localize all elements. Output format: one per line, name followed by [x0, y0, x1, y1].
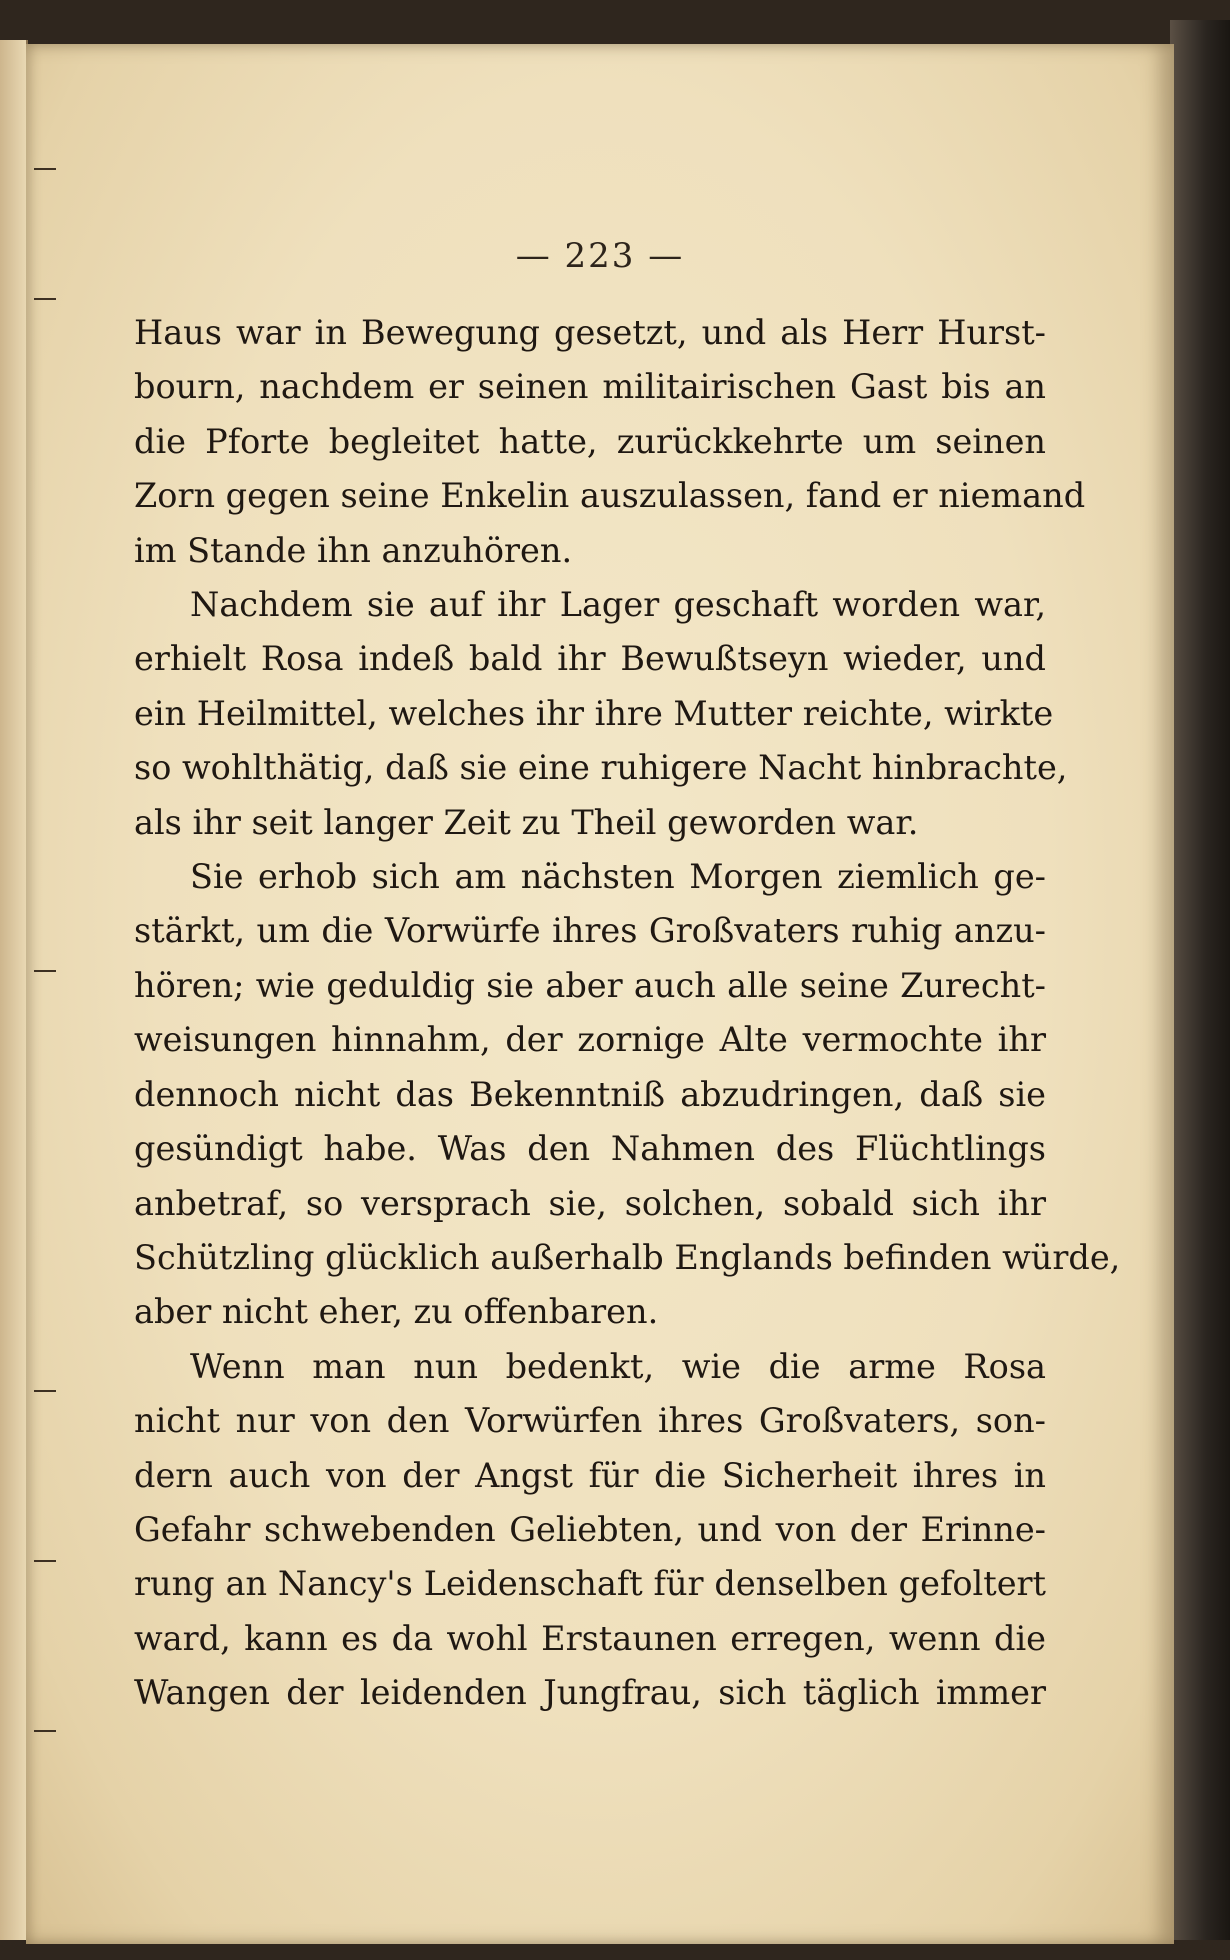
- margin-mark: [34, 298, 56, 300]
- text-line: anbetraf, so versprach sie, solchen, sobald sich ihr: [134, 1183, 1046, 1223]
- text-line: hören; wie geduldig sie aber auch alle seine Zurecht-: [134, 965, 1046, 1005]
- text-line: dennoch nicht das Bekenntniß abzudringen, daß sie: [134, 1074, 1046, 1114]
- text-line: im Stande ihn anzuhören.: [134, 530, 573, 570]
- text-line: gesündigt habe. Was den Nahmen des Flüchtlings: [134, 1129, 1046, 1169]
- text-line: aber nicht eher, zu offenbaren.: [134, 1292, 659, 1332]
- text-line: dern auch von der Angst für die Sicherheit ihres in: [134, 1455, 1046, 1495]
- margin-mark: [34, 1560, 56, 1562]
- text-line: stärkt, um die Vorwürfe ihres Großvaters ruhig anzu-: [134, 911, 1046, 951]
- text-line: die Pforte begleitet hatte, zurückkehrte um seinen: [134, 421, 1046, 461]
- text-line: Schützling glücklich außerhalb Englands befinden würde,: [134, 1237, 1121, 1277]
- text-line: erhielt Rosa indeß bald ihr Bewußtseyn wieder, und: [134, 639, 1046, 679]
- page-number-header: — 223 —: [515, 236, 685, 276]
- text-line: Zorn gegen seine Enkelin auszulassen, fand er niemand: [134, 476, 1086, 516]
- text-line: Gefahr schwebenden Geliebten, und von der Erinne-: [134, 1509, 1046, 1549]
- text-line: Wenn man nun bedenkt, wie die arme Rosa: [190, 1346, 1046, 1386]
- text-line: Wangen der leidenden Jungfrau, sich täglich immer: [134, 1673, 1046, 1713]
- text-line: so wohlthätig, daß sie eine ruhigere Nacht hinbrachte,: [134, 748, 1068, 788]
- text-line: ein Heilmittel, welches ihr ihre Mutter reichte, wirkte: [134, 693, 1054, 733]
- text-line: weisungen hinnahm, der zornige Alte vermochte ihr: [134, 1020, 1046, 1060]
- margin-mark: [34, 970, 56, 972]
- facing-page-edge: [0, 40, 28, 1940]
- text-line: ward, kann es da wohl Erstaunen erregen, wenn die: [134, 1618, 1046, 1658]
- body-text: [134, 306, 1121, 1721]
- text-line: als ihr seit langer Zeit zu Theil geworden war.: [134, 802, 919, 842]
- text-line: rung an Nancy's Leidenschaft für denselben gefoltert: [134, 1564, 1046, 1604]
- text-line: Nachdem sie auf ihr Lager geschaft worden war,: [190, 585, 1046, 625]
- text-line: Haus war in Bewegung gesetzt, und als Herr Hurst-: [134, 313, 1046, 352]
- margin-mark: [34, 168, 56, 170]
- book-cover-edge: [1170, 20, 1230, 1940]
- book-page: [26, 44, 1174, 1944]
- margin-mark: [34, 1390, 56, 1392]
- text-line: nicht nur von den Vorwürfen ihres Großvaters, son-: [134, 1401, 1046, 1441]
- text-line: bourn, nachdem er seinen militairischen Gast bis an: [134, 367, 1046, 407]
- text-line: Sie erhob sich am nächsten Morgen ziemlich ge-: [190, 857, 1046, 897]
- margin-mark: [34, 1730, 56, 1732]
